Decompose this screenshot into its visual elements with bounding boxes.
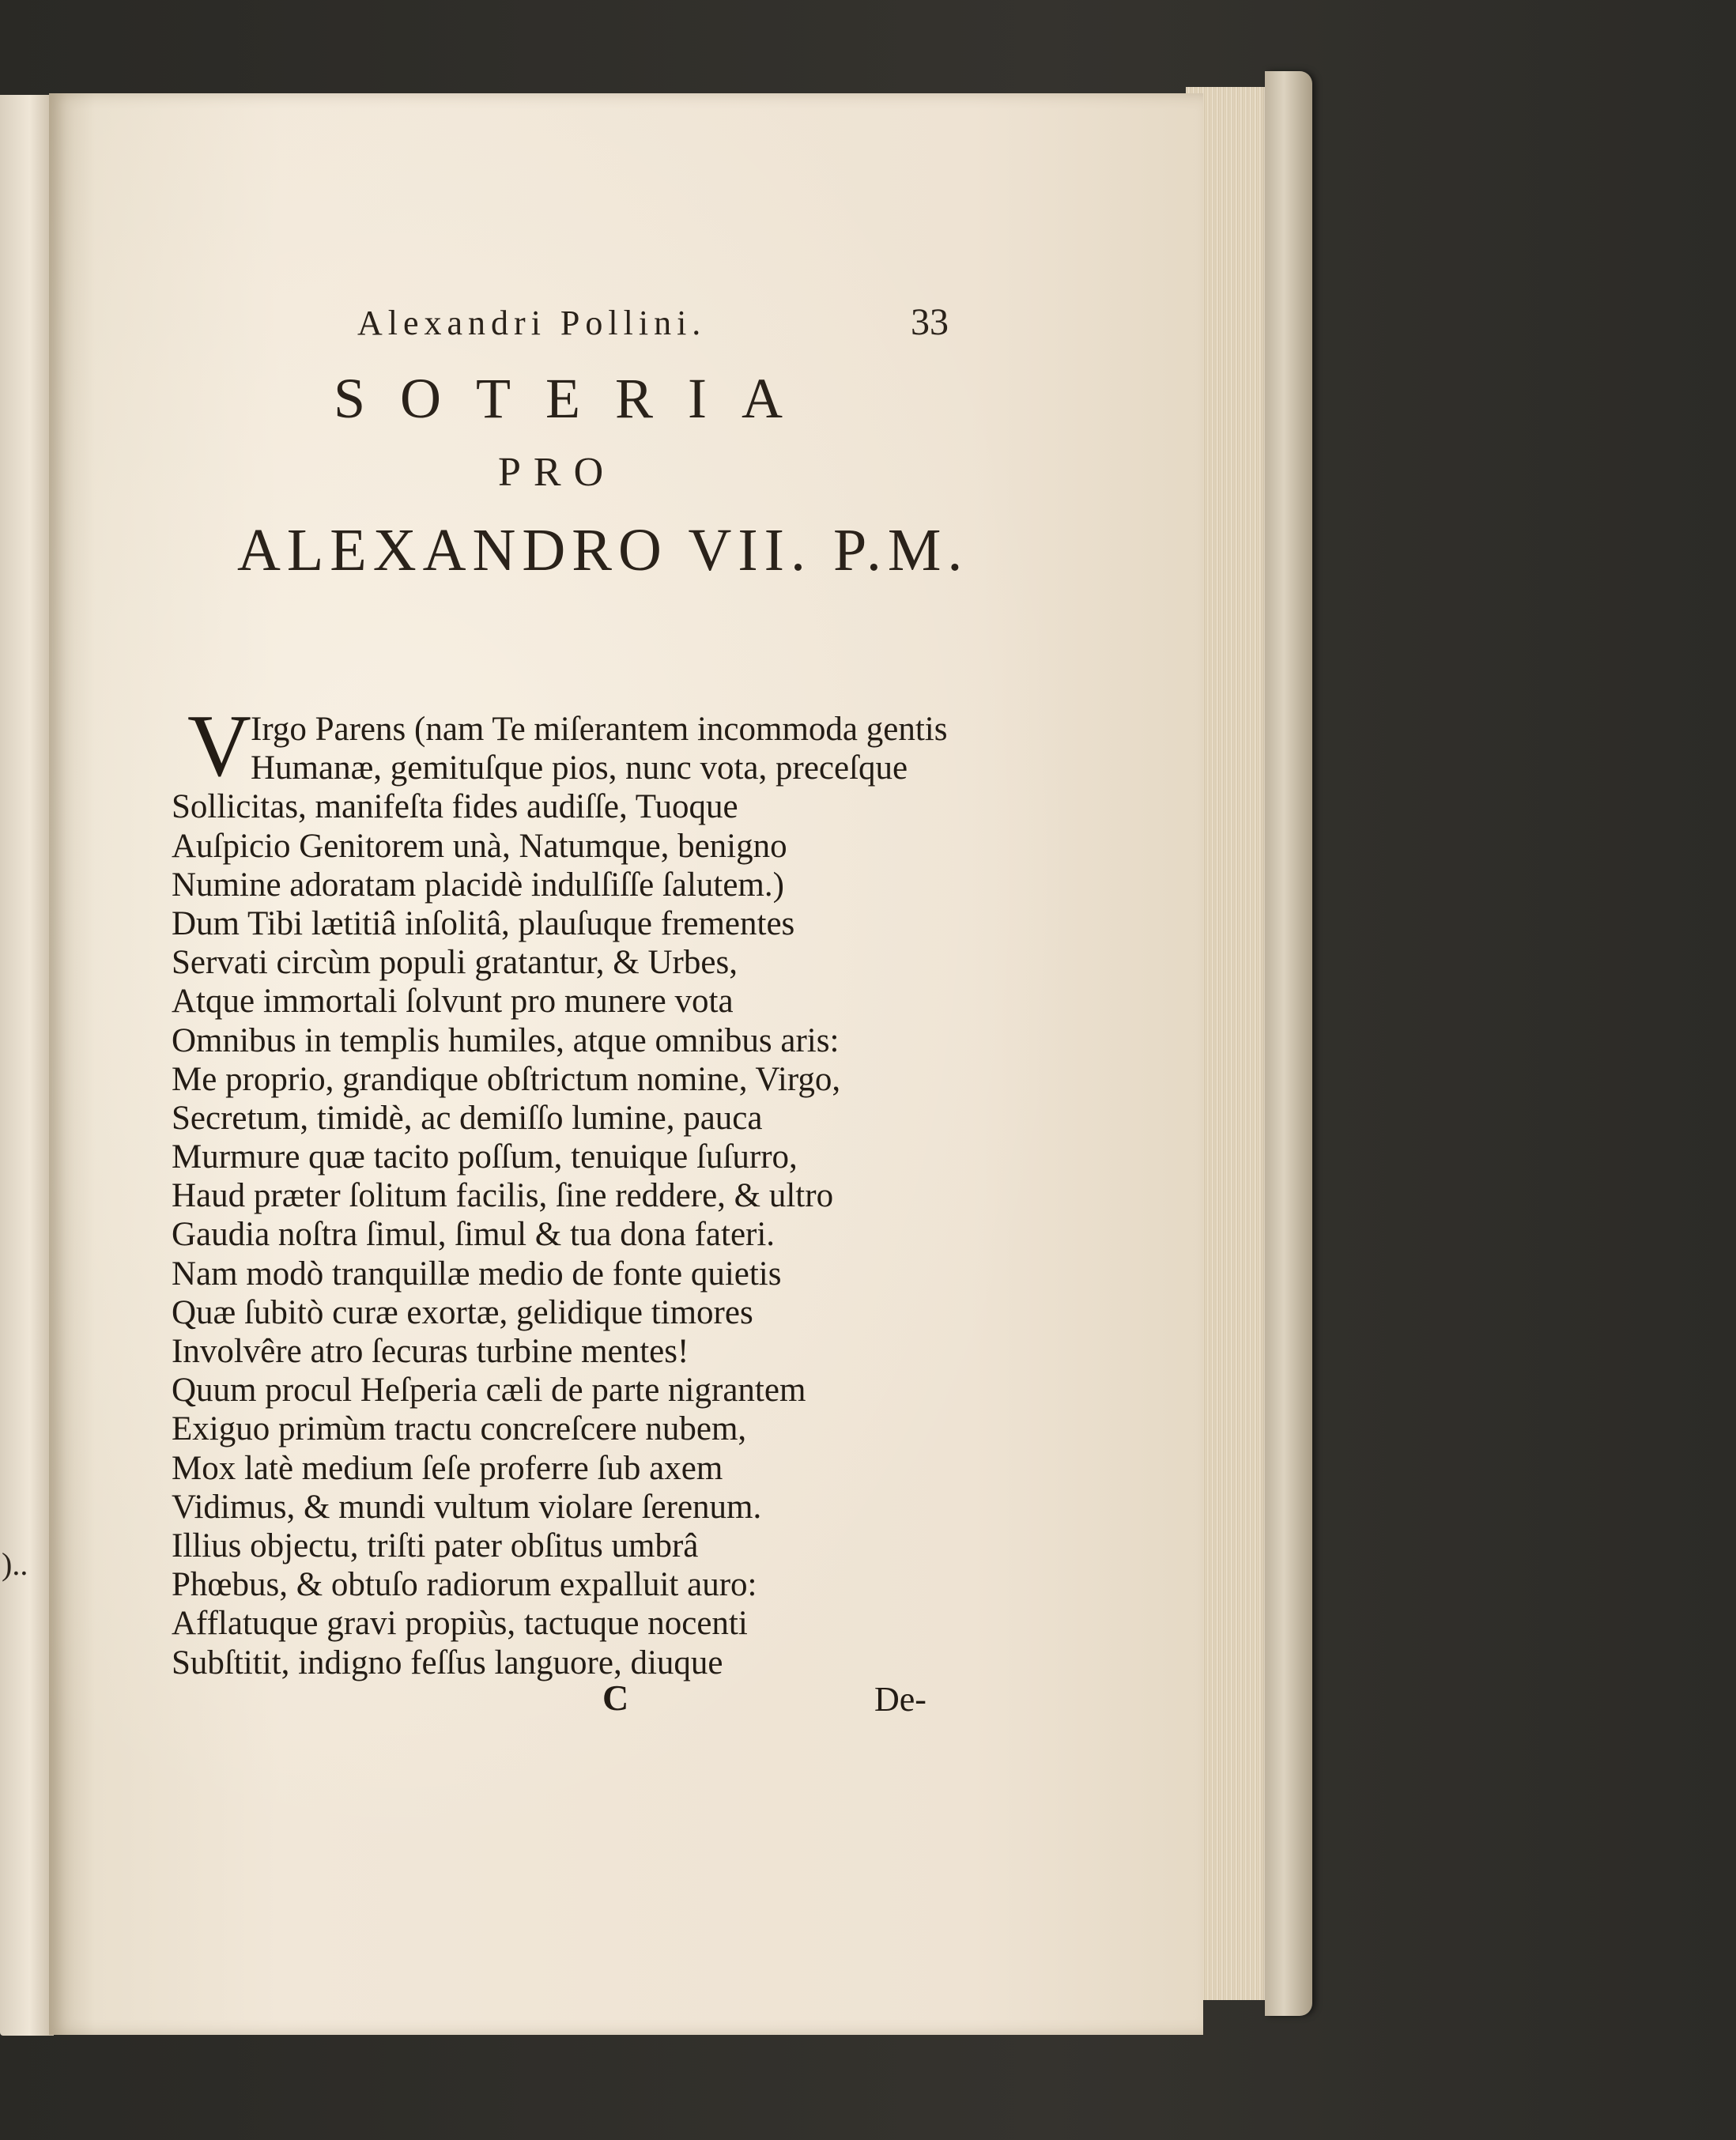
poem-line: Mox latè medium ſeſe proferre ſub axem — [172, 1449, 723, 1487]
poem-line: Numine adoratam placidè indulſiſſe ſalutem.) — [172, 866, 784, 904]
poem-line: Exiguo primùm tractu concreſcere nubem, — [172, 1410, 747, 1448]
poem-line: Afflatuque gravi propiùs, tactuque nocenti — [172, 1605, 748, 1643]
facing-page-edge — [0, 95, 54, 2036]
book-cover-board — [1265, 71, 1312, 2016]
poem-line: Atque immortali ſolvunt pro munere vota — [172, 983, 734, 1021]
poem-line: Vidimus, & mundi vultum violare ſerenum. — [172, 1488, 762, 1526]
signature-mark: C — [602, 1678, 629, 1718]
poem-line: Subſtitit, indigno feſſus languore, diuque — [172, 1644, 723, 1681]
poem-line: Sollicitas, manifeſta fides audiſſe, Tuoque — [172, 788, 738, 826]
poem-line: Me proprio, grandique obſtrictum nomine, Virgo, — [172, 1060, 841, 1098]
facing-page-mark: ).. — [2, 1546, 28, 1582]
poem-line: Illius objectu, triſti pater obſitus umbrâ — [172, 1527, 699, 1564]
book-page — [49, 93, 1203, 2035]
poem-line: Phœbus, & obtuſo radiorum expalluit auro: — [172, 1566, 757, 1604]
poem-line: Haud præter ſolitum facilis, ſine reddere, & ultro — [172, 1177, 834, 1215]
poem-line: Nam modò tranquillæ medio de fonte quietis — [172, 1255, 782, 1293]
poem-body — [172, 697, 962, 1682]
poem-line: Gaudia noſtra ſimul, ſimul & tua dona fateri. — [172, 1216, 776, 1254]
page-number: 33 — [911, 301, 949, 343]
poem-line: Quæ ſubitò curæ exortæ, gelidique timores — [172, 1293, 753, 1331]
title-pro: PRO — [498, 450, 617, 495]
catchword: De- — [874, 1680, 926, 1719]
poem-line: Involvêre atro ſecuras turbine mentes! — [172, 1333, 689, 1370]
poem-line: Quum procul Heſperia cæli de parte nigrantem — [172, 1372, 806, 1410]
title-soteria: SOTERIA — [334, 367, 817, 430]
poem-line: Irgo Parens (nam Te miſerantem incommoda gentis — [251, 711, 948, 748]
poem-line: Servati circùm populi gratantur, & Urbes, — [172, 944, 738, 982]
poem-line: Humanæ, gemituſque pios, nunc vota, preceſque — [251, 749, 908, 787]
poem-line: Secretum, timidè, ac demiſſo lumine, pauca — [172, 1099, 763, 1137]
poem-line: Murmure quæ tacito poſſum, tenuique ſuſurro, — [172, 1138, 798, 1176]
title-alexandro: ALEXANDRO VII. P.M. — [237, 517, 969, 583]
running-head: Alexandri Pollini. — [357, 304, 707, 342]
poem-line: Auſpicio Genitorem unà, Natumque, benigno — [172, 827, 787, 865]
poem-line: Omnibus in templis humiles, atque omnibus aris: — [172, 1021, 840, 1059]
drop-cap: V — [187, 697, 251, 795]
poem-line: Dum Tibi lætitiâ inſolitâ, plauſuque frementes — [172, 904, 795, 942]
